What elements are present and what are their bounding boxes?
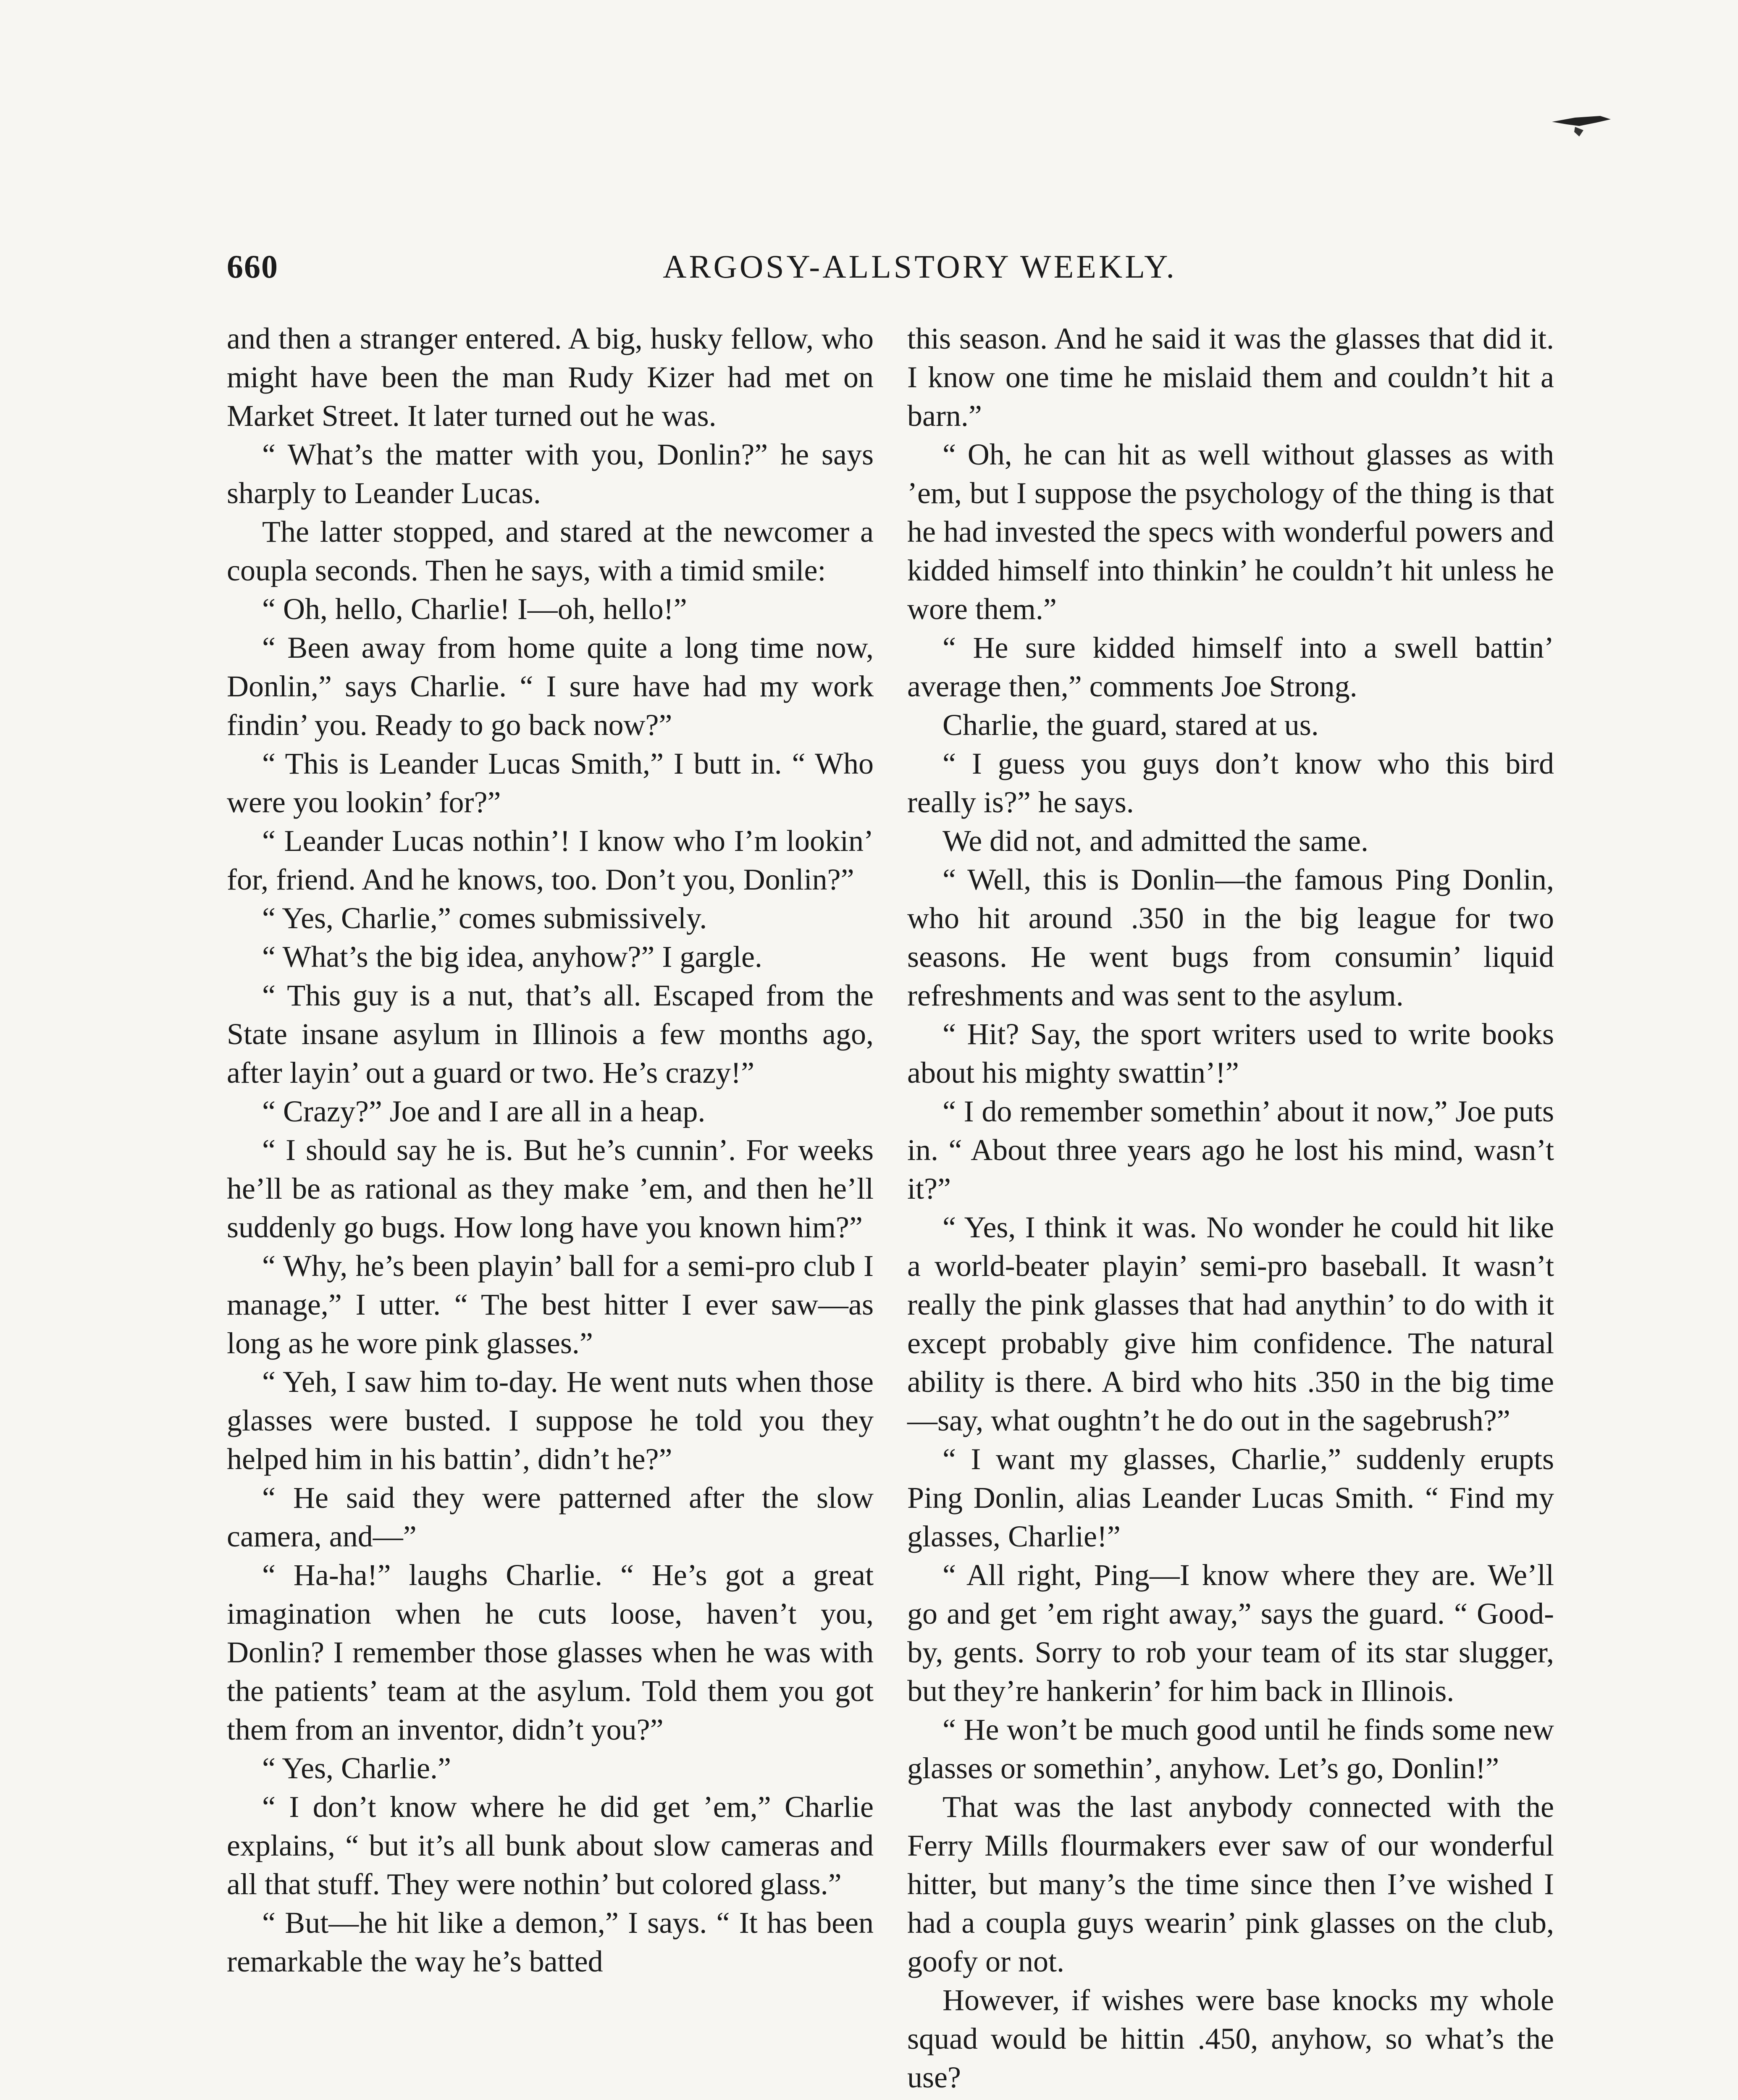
paragraph: this season. And he said it was the glasses that did it. I know one time he mislaid them and couldn’t hit a barn.”	[907, 322, 1554, 433]
paragraph: “ What’s the matter with you, Donlin?” he says sharply to Leander Lucas.	[227, 438, 874, 510]
paragraph: and then a stranger entered. A big, husky fellow, who might have been the man Rudy Kizer had met on Market Street. It later turned out he was.	[227, 322, 874, 433]
paragraph: “ Well, this is Donlin—the famous Ping Donlin, who hit around .350 in the big league for two seasons. He went bugs from consumin’ liquid refreshments and was sent to the asylum.	[907, 863, 1554, 1012]
paragraph: “ Yes, Charlie,” comes submissively.	[262, 901, 707, 935]
paragraph: We did not, and admitted the same.	[943, 824, 1368, 858]
paragraph: “ I don’t know where he did get ’em,” Charlie explains, “ but it’s all bunk about slow cameras and all that stuff. They were nothin’ but colored glass.”	[227, 1790, 874, 1901]
paragraph: Charlie, the guard, stared at us.	[943, 708, 1319, 742]
running-title: ARGOSY-ALLSTORY WEEKLY.	[663, 248, 1177, 285]
paragraph: “ This guy is a nut, that’s all. Escaped from the State insane asylum in Illinois a few months ago, after layin’ out a guard or two. He’s crazy!”	[227, 979, 874, 1089]
paragraph: “ Yes, Charlie.”	[262, 1751, 451, 1785]
paragraph: “ He won’t be much good until he finds some new glasses or somethin’, anyhow. Let’s go, Donlin!”	[907, 1713, 1554, 1785]
paragraph: “ Been away from home quite a long time now, Donlin,” says Charlie. “ I sure have had my work findin’ you. Ready to go back now?”	[227, 631, 874, 742]
paragraph: “ Yes, I think it was. No wonder he could hit like a world-beater playin’ semi-pro baseball. It wasn’t really the pink glasses that had anythin’ to do with it except probably give him confidence. The natural ability is there. A bird who hits .350 in the big time—say, what oughtn’t he do out in the sagebrush?”	[907, 1210, 1554, 1437]
paragraph: “ Why, he’s been playin’ ball for a semi-pro club I manage,” I utter. “ The best hitter I ever saw—as long as he wore pink glasses.”	[227, 1249, 874, 1360]
paragraph: “ But—he hit like a demon,” I says. “ It has been remarkable the way he’s batted	[227, 1906, 874, 1978]
right-text-column	[907, 319, 1554, 2097]
paragraph: “ Oh, hello, Charlie! I—oh, hello!”	[262, 592, 687, 626]
paragraph: “ I do remember somethin’ about it now,” Joe puts in. “ About three years ago he lost his mind, wasn’t it?”	[907, 1095, 1554, 1205]
paragraph: “ Yeh, I saw him to-day. He went nuts when those glasses were busted. I suppose he told you they helped him in his battin’, didn’t he?”	[227, 1365, 874, 1476]
paragraph: “ I should say he is. But he’s cunnin’. For weeks he’ll be as rational as they make ’em, and then he’ll suddenly go bugs. How long have you known him?”	[227, 1133, 874, 1244]
left-text-column	[227, 319, 874, 1981]
paragraph: The latter stopped, and stared at the newcomer a coupla seconds. Then he says, with a timid smile:	[227, 515, 874, 587]
paragraph: That was the last anybody connected with the Ferry Mills flourmakers ever saw of our wonderful hitter, but many’s the time since then I’ve wished I had a coupla guys wearin’ pink glasses on the club, goofy or not.	[907, 1790, 1554, 1978]
paragraph: “ I guess you guys don’t know who this bird really is?” he says.	[907, 747, 1554, 819]
ink-smudge-mark	[1550, 113, 1613, 139]
page-number: 660	[227, 248, 278, 285]
paragraph: “ Crazy?” Joe and I are all in a heap.	[262, 1095, 706, 1128]
paragraph: “ Hit? Say, the sport writers used to write books about his mighty swattin’!”	[907, 1017, 1554, 1089]
paragraph: “ What’s the big idea, anyhow?” I gargle.	[262, 940, 762, 974]
paragraph: “ Ha-ha!” laughs Charlie. “ He’s got a great imagination when he cuts loose, haven’t you, Donlin? I remember those glasses when he was with the patients’ team at the asylum. Told them you got them from an inventor, didn’t you?”	[227, 1558, 874, 1746]
paragraph: “ All right, Ping—I know where they are. We’ll go and get ’em right away,” says the guard. “ Good-by, gents. Sorry to rob your team of its star slugger, but they’re hankerin’ for him back in Illinois.	[907, 1558, 1554, 1708]
paragraph: “ Leander Lucas nothin’! I know who I’m lookin’ for, friend. And he knows, too. Don’t you, Donlin?”	[227, 824, 874, 896]
paragraph: “ Oh, he can hit as well without glasses as with ’em, but I suppose the psychology of the thing is that he had invested the specs with wonderful powers and kidded himself into thinkin’ he couldn’t hit unless he wore them.”	[907, 438, 1554, 626]
paragraph: “ I want my glasses, Charlie,” suddenly erupts Ping Donlin, alias Leander Lucas Smith. “ Find my glasses, Charlie!”	[907, 1442, 1554, 1553]
page-header	[227, 248, 1562, 298]
paragraph: However, if wishes were base knocks my whole squad would be hittin .450, anyhow, so what’s the use?	[907, 1983, 1554, 2094]
paragraph: “ He said they were patterned after the slow camera, and—”	[227, 1481, 874, 1553]
paragraph: “ This is Leander Lucas Smith,” I butt in. “ Who were you lookin’ for?”	[227, 747, 874, 819]
paragraph: “ He sure kidded himself into a swell battin’ average then,” comments Joe Strong.	[907, 631, 1554, 703]
